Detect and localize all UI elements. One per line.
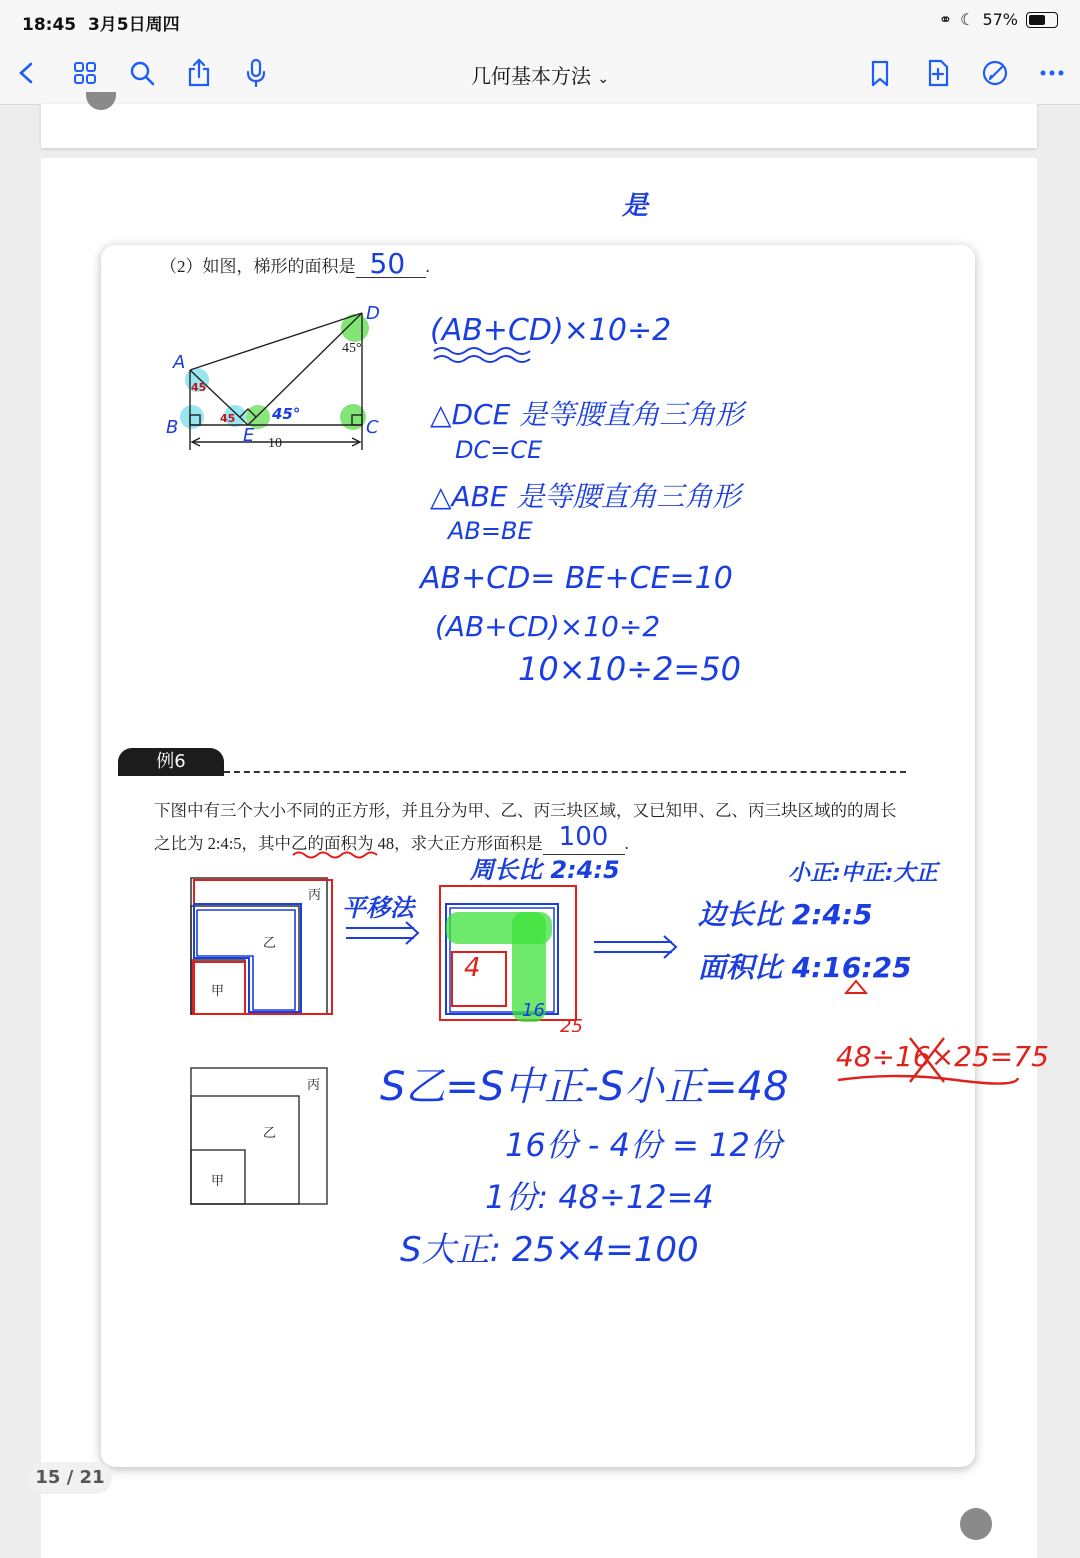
markup-icon[interactable] [978, 56, 1012, 90]
note1-line3: DC=CE [455, 436, 543, 464]
solution-line3: 1份: 48÷12=4 [485, 1178, 714, 1216]
example6-divider [224, 771, 906, 773]
square-names-note: 小正:中正:大正 [788, 861, 938, 886]
sketch-16-label: 16 [522, 1000, 545, 1021]
note1-line8: 10×10÷2=50 [518, 650, 741, 688]
red-strike-marks [836, 1030, 1021, 1090]
battery-percent: 57% [982, 10, 1018, 29]
yi-label-clean: 乙 [263, 1125, 277, 1140]
trapezoid-figure [160, 295, 400, 465]
red-calculation-note: 48÷16×25=75 [836, 1040, 1049, 1073]
vertex-b-label: B [166, 417, 179, 438]
battery-icon [1026, 12, 1058, 28]
document-title[interactable]: 几何基本方法 ⌄ [470, 64, 610, 88]
jia-label-clean: 甲 [211, 1173, 225, 1188]
scroll-handle[interactable] [960, 1508, 992, 1540]
note1-line2: △DCE 是等腰直角三角形 [430, 398, 744, 431]
status-right [939, 10, 1058, 29]
sketch-4-label: 4 [464, 953, 481, 983]
vertex-a-label: A [173, 352, 186, 373]
status-time: 18:45 3月5日周四 [22, 15, 180, 35]
solution-line4: S大正: 25×4=100 [400, 1230, 699, 1270]
translated-squares-sketch [436, 882, 596, 1032]
handwritten-top-note: 是 [622, 191, 649, 221]
vertex-e-label: E [243, 425, 255, 446]
triangle-mark-icon [843, 978, 869, 996]
example6-answer: 100 [558, 822, 609, 852]
vertex-c-label: C [366, 417, 379, 438]
hand-angle-a-label: 45 [191, 381, 207, 394]
note1-line5: AB=BE [448, 517, 533, 545]
note1-line1: (AB+CD)×10÷2 [430, 313, 672, 348]
bing-label: 丙 [308, 887, 322, 902]
example6-tab: 例6 [118, 748, 224, 776]
toolbar [0, 42, 1080, 105]
area-ratio-note: 面积比 4:16:25 [698, 951, 912, 984]
moon-icon: ☾ [960, 10, 975, 29]
example6-line1: 下图中有三个大小不同的正方形，并且分为甲、乙、丙三块区域，又已知甲、乙、丙三块区域的的周长 [154, 801, 897, 820]
side-ratio-note: 边长比 2:4:5 [698, 898, 873, 931]
arrow-right-2 [592, 932, 682, 962]
base-length-label: 10 [268, 436, 282, 451]
previous-page [41, 104, 1037, 148]
perimeter-ratio-note: 周长比 2:4:5 [470, 856, 620, 884]
jia-label: 甲 [211, 983, 225, 998]
arrow-right-1 [344, 918, 424, 948]
add-page-icon[interactable] [921, 56, 955, 90]
question2-text: （2）如图，梯形的面积是 50 . [160, 247, 430, 280]
note1-line4: △ABE 是等腰直角三角形 [430, 480, 741, 513]
sketch-25-label: 25 [560, 1016, 583, 1032]
hand-angle-small-label: 45 [220, 412, 236, 425]
vertex-d-label: D [366, 303, 380, 324]
squares-figure [185, 1062, 335, 1212]
status-bar [0, 0, 1080, 42]
bookmark-icon[interactable] [863, 56, 897, 90]
note1-line7: (AB+CD)×10÷2 [435, 610, 661, 643]
solution-line1: S乙=S中正-S小正=48 [380, 1064, 789, 1110]
method-note: 平移法 [342, 894, 414, 922]
hand-angle-label: 45° [272, 405, 301, 423]
more-icon[interactable] [1035, 56, 1069, 90]
note1-line6: AB+CD= BE+CE=10 [420, 561, 733, 596]
yi-label: 乙 [263, 935, 277, 950]
example6-line2: 之比为 2:4:5，其中乙的面积为 48 ，求大正方形面积是 100 . [154, 830, 629, 855]
squares-figure-annotated [185, 872, 345, 1022]
note1-underline [432, 345, 542, 365]
link-icon: ⚭ [938, 10, 953, 29]
bing-label-clean: 丙 [307, 1077, 321, 1092]
solution-line2: 16份 - 4份 = 12份 [505, 1126, 782, 1164]
angle-print-label: 45° [342, 341, 362, 356]
page-indicator: 15 / 21 [28, 1462, 112, 1494]
chevron-down-icon: ⌄ [597, 71, 610, 87]
question2-answer: 50 [369, 247, 406, 280]
